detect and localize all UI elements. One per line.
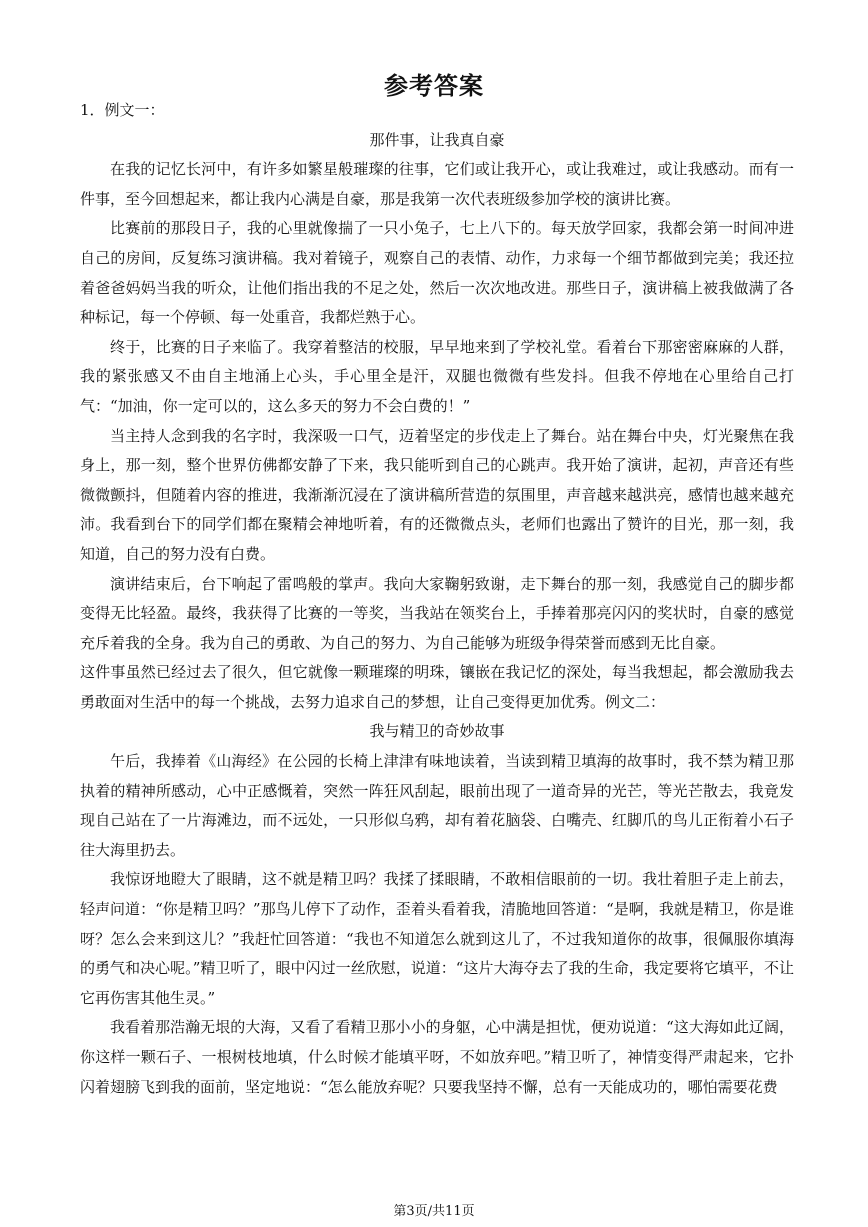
essay2-paragraph: 我惊讶地瞪大了眼睛，这不就是精卫吗？我揉了揉眼睛，不敢相信眼前的一切。我壮着胆子走上前去，轻声问道：“你是精卫吗？”那鸟儿停下了动作，歪着头看着我，清脆地回答道：“是啊，我就是精卫，你是谁呀？怎么会来到这儿？”我赶忙回答道：“我也不知道怎么就到这儿了，不过我知道你的故事，很佩服你填海的勇气和决心呢。”精卫听了，眼中闪过一丝欣慰，说道：“这片大海夺去了我的生命，我定要将它填平，不让它再伤害其他生灵。” [80,870,794,1007]
essay2-paragraph: 午后，我捧着《山海经》在公园的长椅上津津有味地读着，当读到精卫填海的故事时，我不禁为精卫那执着的精神所感动，心中正感慨着，突然一阵狂风刮起，眼前出现了一道奇异的光芒，等光芒散去，我竟发现自己站在了一片海滩边，而不远处，一只形似乌鸦，却有着花脑袋、白嘴壳、红脚爪的鸟儿正衔着小石子往大海里扔去。 [80,752,794,859]
question-label: 1．例文一： [80,101,165,119]
document-body [80,96,794,1102]
page-title: 参考答案 [384,71,484,100]
essay2-title: 我与精卫的奇妙故事 [369,722,505,741]
essay1-paragraph: 比赛前的那段日子，我的心里就像揣了一只小兔子，七上八下的。每天放学回家，我都会第一时间冲进自己的房间，反复练习演讲稿。我对着镜子，观察自己的表情、动作，力求每一个细节都做到完美；我还拉着爸爸妈妈当我的听众，让他们指出我的不足之处，然后一次次地改进。那些日子，演讲稿上被我做满了各种标记，每一个停顿、每一处重音，我都烂熟于心。 [80,219,794,327]
essay1-paragraph: 演讲结束后，台下响起了雷鸣般的掌声。我向大家鞠躬致谢，走下舞台的那一刻，我感觉自己的脚步都变得无比轻盈。最终，我获得了比赛的一等奖，当我站在领奖台上，手捧着那亮闪闪的奖状时，自豪的感觉充斥着我的全身。我为自己的勇敢、为自己的努力、为自己能够为班级争得荣誉而感到无比自豪。 [80,574,794,652]
essay1-paragraph: 终于，比赛的日子来临了。我穿着整洁的校服，早早地来到了学校礼堂。看着台下那密密麻麻的人群，我的紧张感又不由自主地涌上心头，手心里全是汗，双腿也微微有些发抖。但我不停地在心里给自己打气：“加油，你一定可以的，这么多天的努力不会白费的！” [80,337,794,415]
essay1-closing: 这件事虽然已经过去了很久，但它就像一颗璀璨的明珠，镶嵌在我记忆的深处，每当我想起，都会激励我去勇敢面对生活中的每一个挑战，去努力追求自己的梦想，让自己变得更加优秀。例文二： [80,663,794,711]
essay2-paragraph: 我看着那浩瀚无垠的大海，又看了看精卫那小小的身躯，心中满是担忧，便劝说道：“这大海如此辽阔，你这样一颗石子、一根树枝地填，什么时候才能填平呀，不如放弃吧。”精卫听了，神情变得严肃起来，它扑闪着翅膀飞到我的面前，坚定地说：“怎么能放弃呢？只要我坚持不懈，总有一天能成功的，哪怕需要花费 [80,1018,794,1096]
essay1-paragraph: 在我的记忆长河中，有许多如繁星般璀璨的往事，它们或让我开心，或让我难过，或让我感动。而有一件事，至今回想起来，都让我内心满是自豪，那是我第一次代表班级参加学校的演讲比赛。 [80,160,794,208]
essay1-paragraph: 当主持人念到我的名字时，我深吸一口气，迈着坚定的步伐走上了舞台。站在舞台中央，灯光聚焦在我身上，那一刻，整个世界仿佛都安静了下来，我只能听到自己的心跳声。我开始了演讲，起初，声音还有些微微颤抖，但随着内容的推进，我渐渐沉浸在了演讲稿所营造的氛围里，声音越来越洪亮，感情也越来越充沛。我看到台下的同学们都在聚精会神地听着，有的还微微点头，老师们也露出了赞许的目光，那一刻，我知道，自己的努力没有白费。 [80,426,794,563]
essay1-title: 那件事，让我真自豪 [369,130,505,149]
page-footer: 第3页/共11页 [393,1204,475,1219]
